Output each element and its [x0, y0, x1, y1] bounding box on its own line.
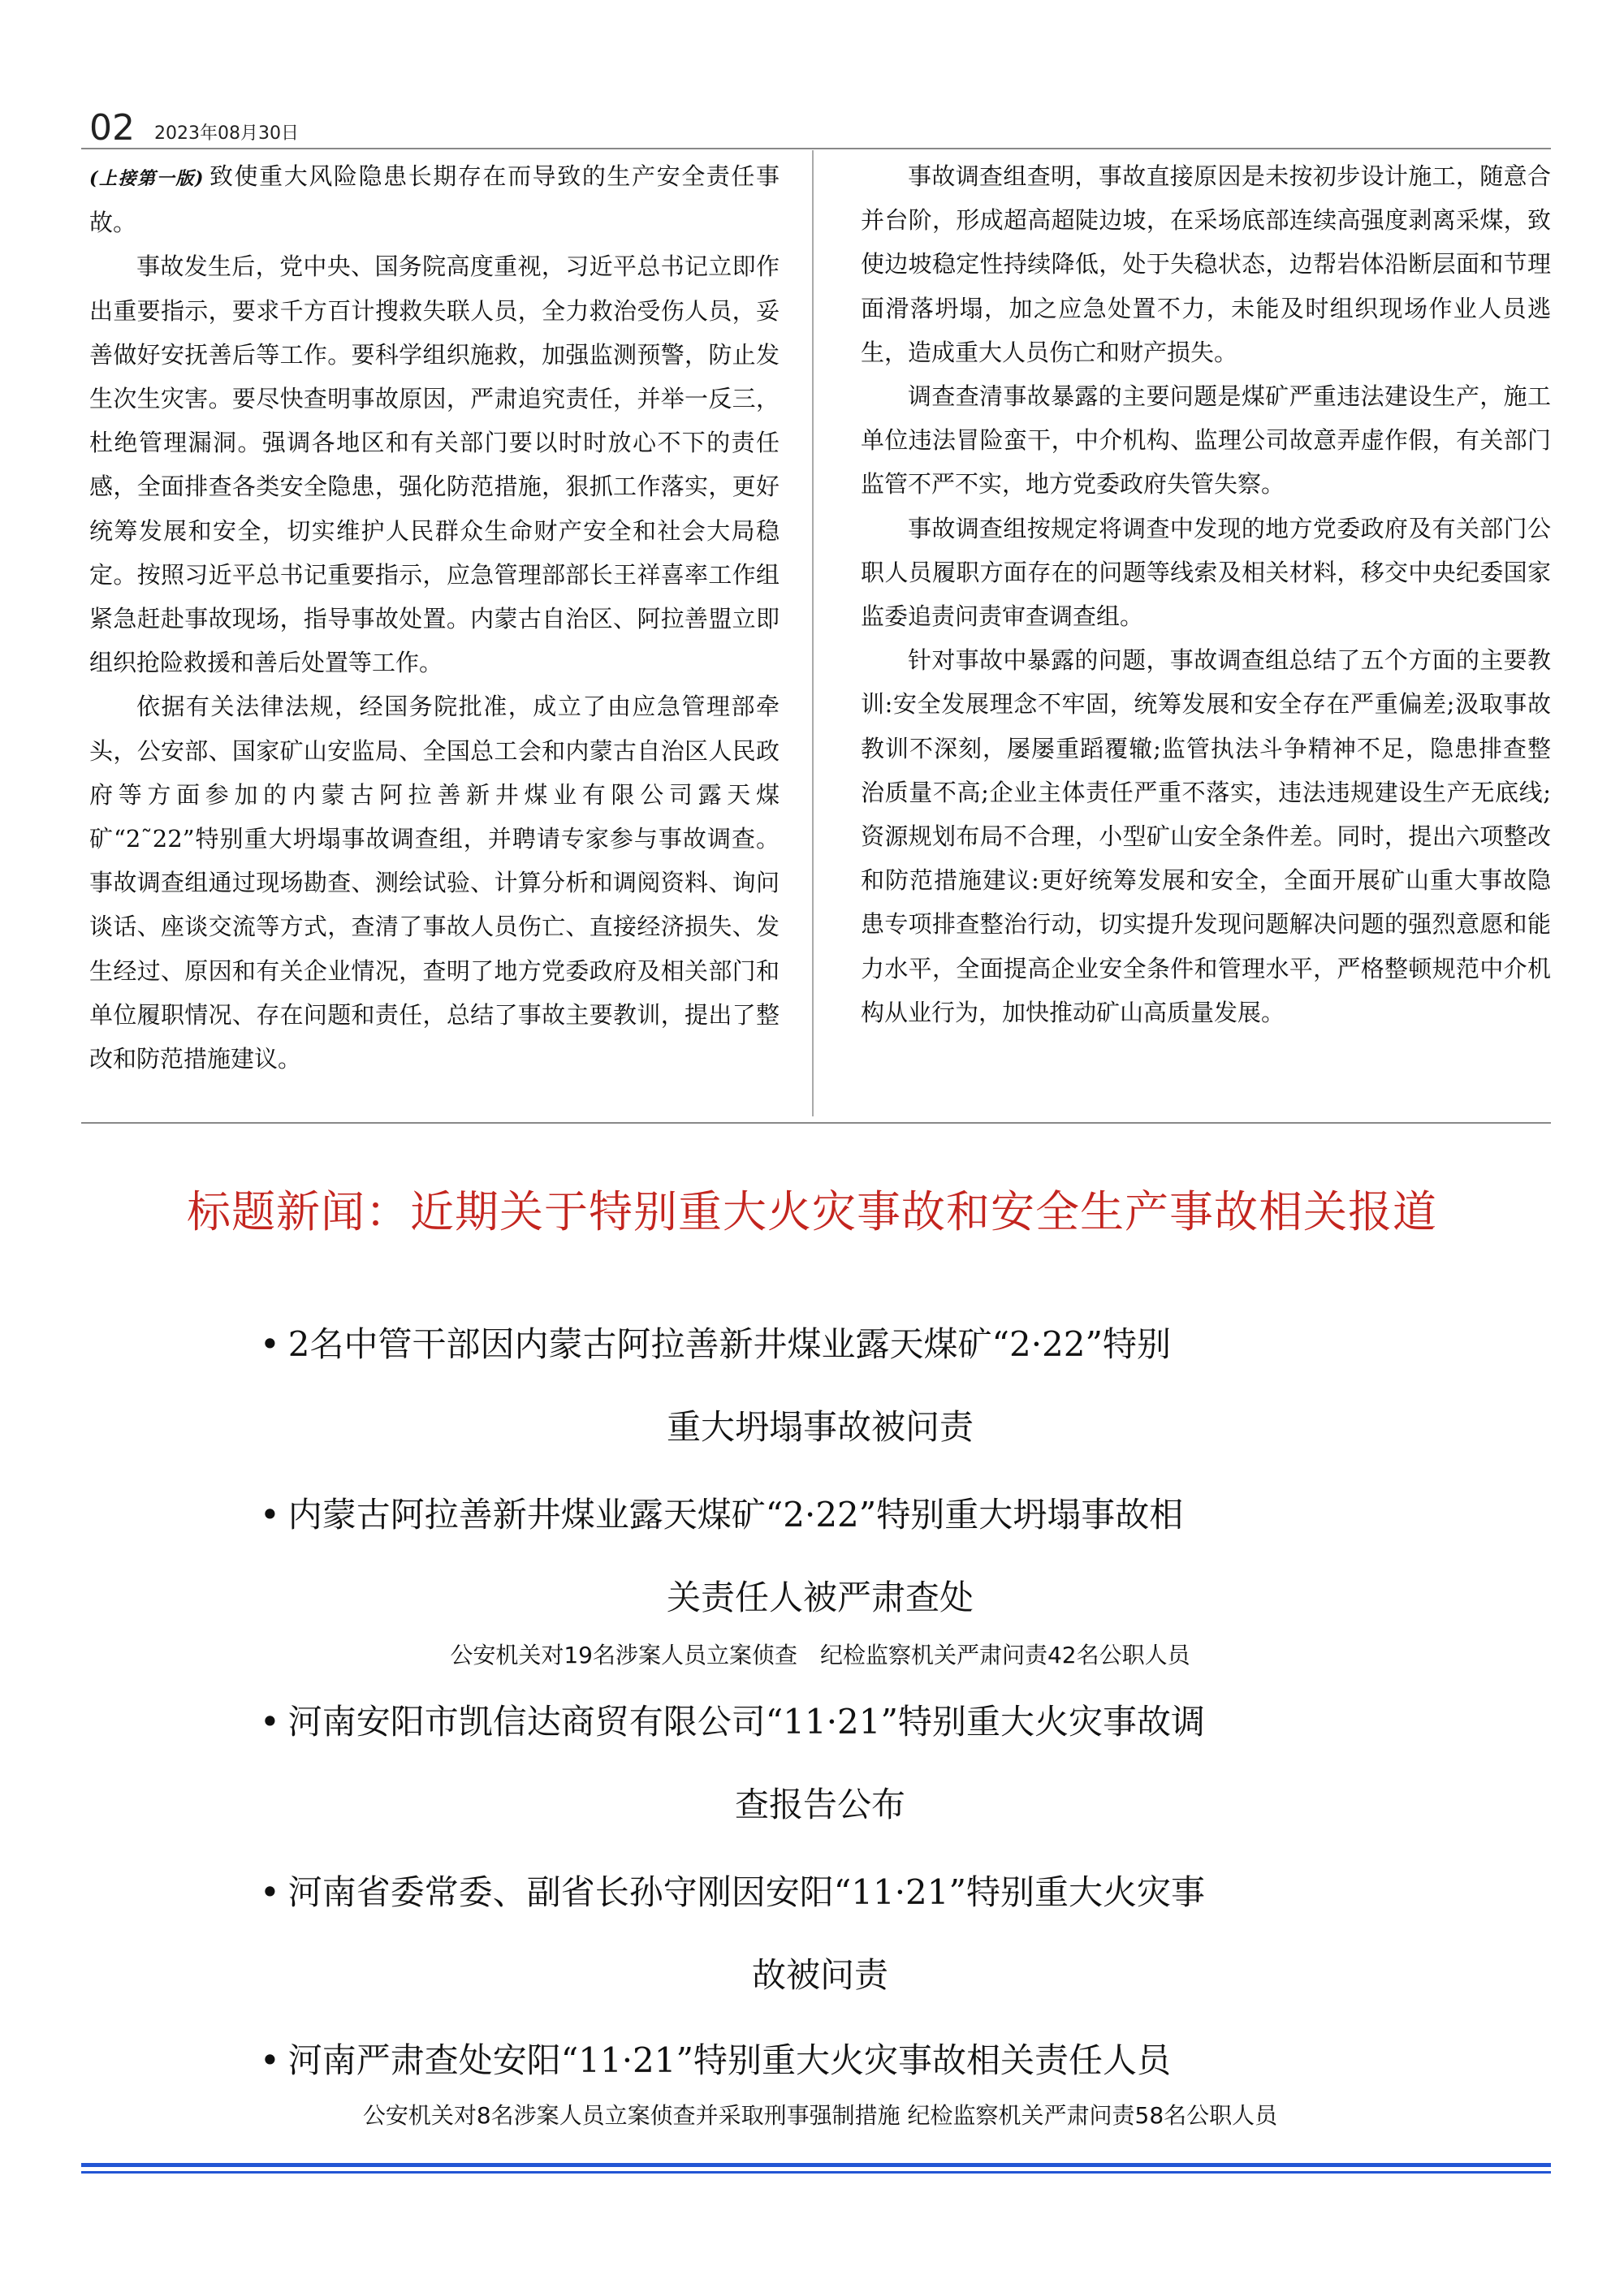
- article-paragraph: 依据有关法律法规，经国务院批准，成立了由应急管理部牵头，公安部、国家矿山安监局、全国总工会和内蒙古自治区人民政府等方面参加的内蒙古阿拉善新井煤业有限公司露天煤矿“2˜22”特别重大坍塌事故调查组，并聘请专家参与事故调查。事故调查组通过现场勘查、测绘试验、计算分析和调阅资料、询问谈话、座谈交流等方式，查清了事故人员伤亡、直接经济损失、发生经过、原因和有关企业情况，查明了地方党委政府及相关部门和单位履职情况、存在问题和责任，总结了事故主要教训，提出了整改和防范措施建议。: [89, 693, 780, 1073]
- article-paragraph: 针对事故中暴露的问题，事故调查组总结了五个方面的主要教训:安全发展理念不牢固，统筹发展和安全存在严重偏差;汲取事故教训不深刻，屡屡重蹈覆辙;监管执法斗争精神不足，隐患排查整治质量不高;企业主体责任严重不落实，违法违规建设生产无底线;资源规划布局不合理，小型矿山安全条件差。同时，提出六项整改和防范措施建议:更好统筹发展和安全，全面开展矿山重大事故隐患专项排查整治行动，切实提升发现问题解决问题的强烈意愿和能力水平，全面提高企业安全条件和管理水平，严格整顿规范中介机构从业行为，加快推动矿山高质量发展。: [861, 646, 1551, 1026]
- news-item[interactable]: [260, 1681, 1380, 1846]
- bullet-icon: •: [260, 1702, 280, 1742]
- page-number: 02: [89, 107, 135, 149]
- bullet-icon: •: [260, 1495, 280, 1535]
- continued-tag: (上接第一版): [89, 168, 204, 189]
- page-header: [89, 97, 299, 149]
- news-subtitle: 公安机关对8名涉案人员立案侦查并采取刑事强制措施 纪检监察机关严肃问责58名公职人员: [362, 2102, 1278, 2129]
- news-headline[interactable]: • 河南安阳市凯信达商贸有限公司“11·21”特别重大火灾事故调 查报告公布: [260, 1702, 1205, 1824]
- news-item[interactable]: [260, 1851, 1380, 2017]
- footer-rule: [81, 2171, 1551, 2174]
- header-rule: [81, 148, 1551, 149]
- news-item[interactable]: [260, 1303, 1380, 1469]
- article-paragraph: 事故调查组按规定将调查中发现的地方党委政府及有关部门公职人员履职方面存在的问题等线索及相关材料，移交中央纪委国家监委追责问责审查调查组。: [861, 514, 1551, 631]
- news-headline[interactable]: • 河南严肃查处安阳“11·21”特别重大火灾事故相关责任人员: [260, 2040, 1171, 2080]
- article-paragraph: 事故调查组查明，事故直接原因是未按初步设计施工，随意合并台阶，形成超高超陡边坡，在采场底部连续高强度剥离采煤，致使边坡稳定性持续降低，处于失稳状态，边帮岩体沿断层面和节理面滑落坍塌，加之应急处置不力，未能及时组织现场作业人员逃生，造成重大人员伤亡和财产损失。: [861, 162, 1551, 366]
- news-item[interactable]: [260, 1474, 1380, 1672]
- news-subtitle: 公安机关对19名涉案人员立案侦查 纪检监察机关严肃问责42名公职人员: [450, 1642, 1190, 1669]
- article-paragraph: 调查查清事故暴露的主要问题是煤矿严重违法建设生产，施工单位违法冒险蛮干，中介机构、监理公司故意弄虚作假，有关部门监管不严不实，地方党委政府失管失察。: [861, 382, 1551, 499]
- news-headline[interactable]: • 河南省委常委、副省长孙守刚因安阳“11·21”特别重大火灾事 故被问责: [260, 1872, 1205, 1995]
- article-paragraph: (上接第一版) 致使重大风险隐患长期存在而导致的生产安全责任事故。: [89, 162, 780, 237]
- bullet-icon: •: [260, 1324, 280, 1364]
- banner-title: 标题新闻：近期关于特别重大火灾事故和安全生产事故相关报道: [187, 1186, 1437, 1237]
- footer-rule: [81, 2163, 1551, 2167]
- article-bottom-rule: [81, 1122, 1551, 1124]
- bullet-icon: •: [260, 1872, 280, 1912]
- news-headline[interactable]: • 内蒙古阿拉善新井煤业露天煤矿“2·22”特别重大坍塌事故相 关责任人被严肃查处: [260, 1495, 1184, 1617]
- article-right-column: [861, 154, 1551, 1034]
- issue-date: 2023年08月30日: [154, 123, 299, 144]
- bullet-icon: •: [260, 2040, 280, 2080]
- article-paragraph: 事故发生后，党中央、国务院高度重视，习近平总书记立即作出重要指示，要求千方百计搜救失联人员，全力救治受伤人员，妥善做好安抚善后等工作。要科学组织施救，加强监测预警，防止发生次生灾害。要尽快查明事故原因，严肃追究责任，并举一反三，杜绝管理漏洞。强调各地区和有关部门要以时时放心不下的责任感，全面排查各类安全隐患，强化防范措施，狠抓工作落实，更好统筹发展和安全，切实维护人民群众生命财产安全和社会大局稳定。按照习近平总书记重要指示，应急管理部部长王祥喜率工作组紧急赶赴事故现场，指导事故处置。内蒙古自治区、阿拉善盟立即组织抢险救援和善后处置等工作。: [89, 253, 780, 677]
- column-divider: [812, 150, 814, 1116]
- news-headline[interactable]: • 2名中管干部因内蒙古阿拉善新井煤业露天煤矿“2·22”特别 重大坍塌事故被问责: [260, 1324, 1171, 1447]
- article-left-column: [89, 154, 780, 1081]
- news-item[interactable]: [260, 2022, 1380, 2132]
